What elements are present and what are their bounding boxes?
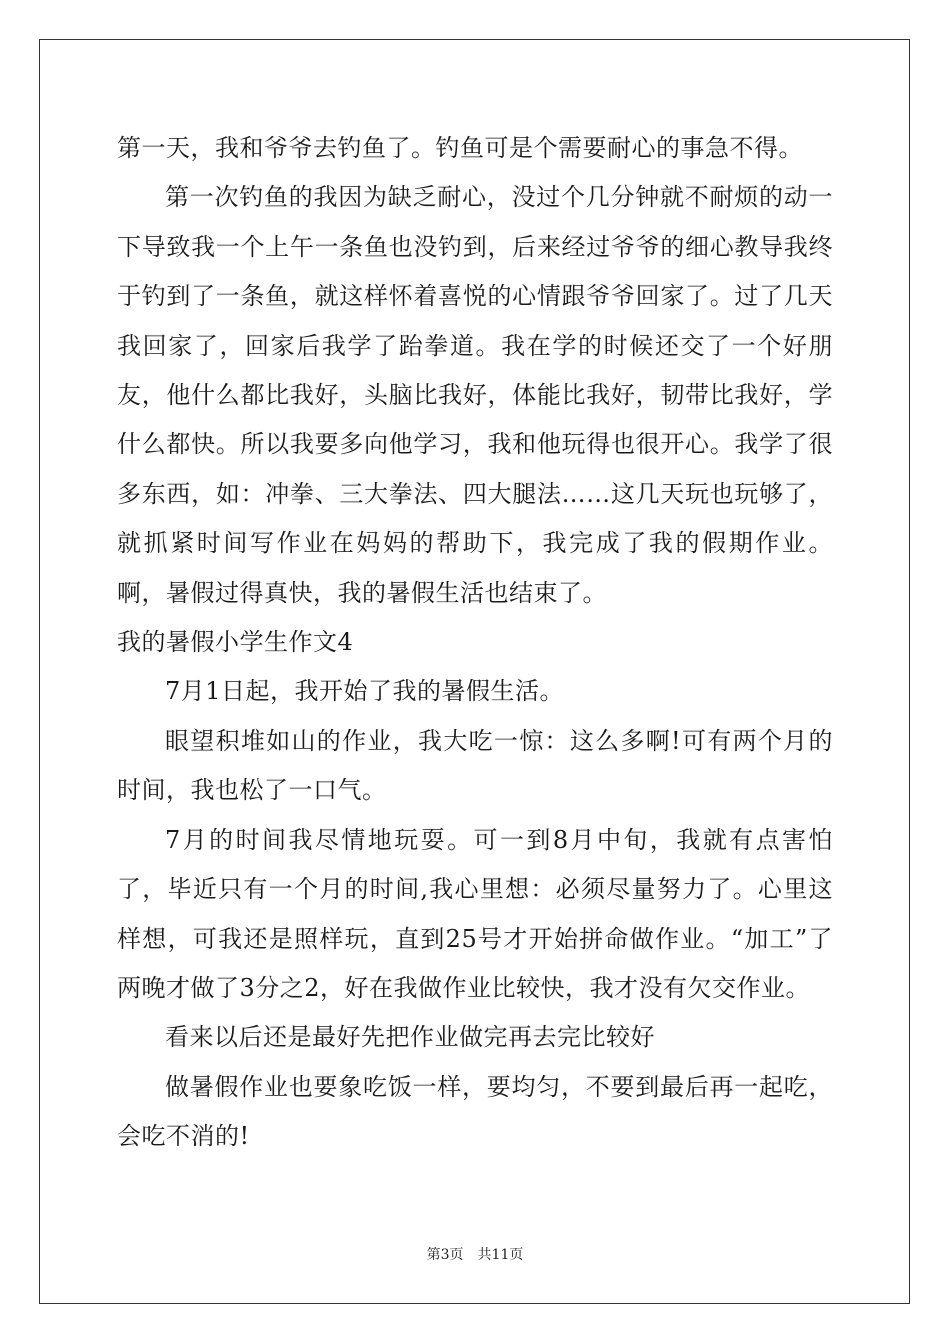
- paragraph: 7月1日起，我开始了我的暑假生活。: [165, 677, 565, 706]
- paragraph: 眼望积堆如山的作业，我大吃一惊：这么多啊!可有两个月的时间，我也松了一口气。: [117, 726, 833, 805]
- paragraph: 7月的时间我尽情地玩耍。可一到8月中旬，我就有点害怕了，毕近只有一个月的时间,我心里想：必须尽量努力了。心里这样想，可我还是照样玩，直到25号才开始拼命做作业。“加工”了两晚才做了3分之2，好在我做作业比较快，我才没有欠交作业。: [117, 825, 833, 1002]
- paragraph: 看来以后还是最好先把作业做完再去完比较好: [165, 1023, 655, 1052]
- paragraph: 做暑假作业也要象吃饭一样，要均匀，不要到最后再一起吃，会吃不消的!: [117, 1072, 833, 1151]
- document-body: [117, 124, 833, 1162]
- page-footer: [0, 1245, 950, 1265]
- page-total: 共11页: [477, 1247, 524, 1263]
- section-heading: 我的暑假小学生作文4: [117, 628, 354, 657]
- page-number: 第3页: [426, 1247, 464, 1263]
- paragraph: 第一天，我和爷爷去钓鱼了。钓鱼可是个需要耐心的事急不得。: [117, 134, 803, 162]
- paragraph: 第一次钓鱼的我因为缺乏耐心，没过个几分钟就不耐烦的动一下导致我一个上午一条鱼也没钓到，后来经过爷爷的细心教导我终于钓到了一条鱼，就这样怀着喜悦的心情跟爷爷回家了。过了几天我回家了，回家后我学了跆拳道。我在学的时候还交了一个好朋友，他什么都比我好，头脑比我好，体能比我好，韧带比我好，学什么都快。所以我要多向他学习，我和他玩得也很开心。我学了很多东西，如：冲拳、三大拳法、四大腿法……这几天玩也玩够了，就抓紧时间写作业在妈妈的帮助下，我完成了我的假期作业。 啊，暑假过得真快，我的暑假生活也结束了。: [117, 183, 833, 607]
